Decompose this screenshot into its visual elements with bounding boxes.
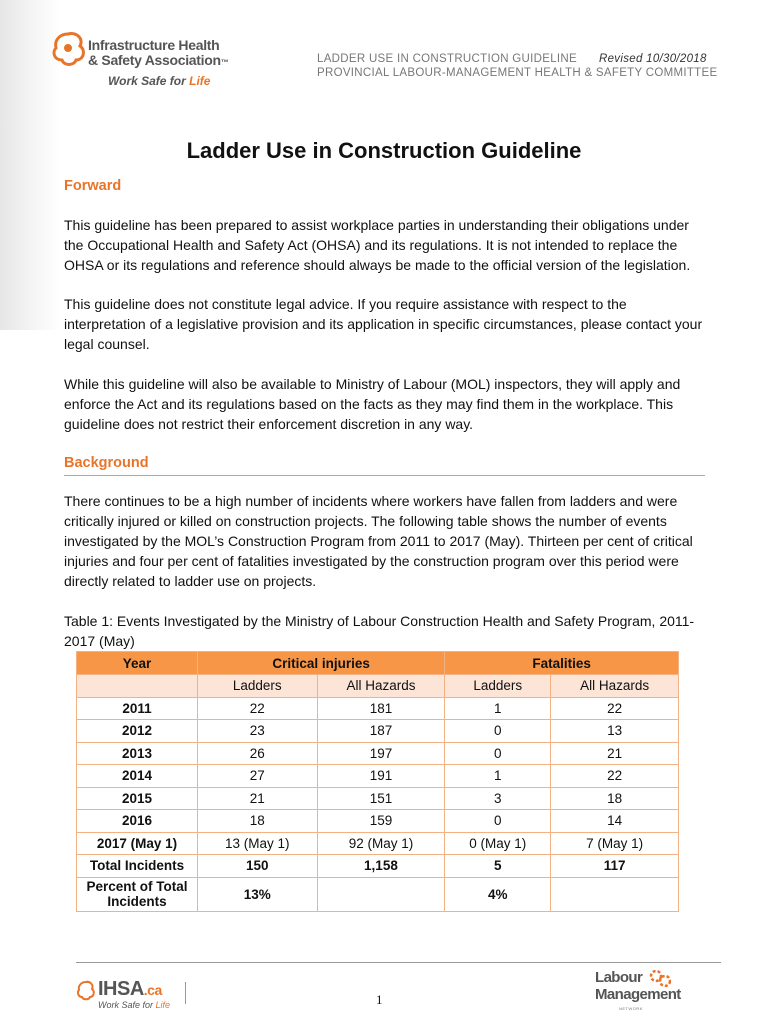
- cell-ci-all: 159: [317, 810, 445, 833]
- cell-ci-all: 92 (May 1): [317, 832, 445, 855]
- cell-ci-all: 197: [317, 742, 445, 765]
- cell-ci-ladders: 26: [198, 742, 318, 765]
- table-subheader-row: [77, 675, 679, 698]
- table-row: [77, 832, 679, 855]
- cell-f-all: 18: [551, 787, 679, 810]
- subheader-ci-all: All Hazards: [317, 675, 445, 698]
- tagline: Work Safe for Life: [108, 74, 211, 88]
- section-divider: [64, 475, 705, 476]
- forward-paragraph-2: This guideline does not constitute legal advice. If you require assistance with respect to the interpretation of a legislative provision and its application in specific circumstances, please contact your legal counsel.: [64, 296, 703, 352]
- subheader-ci-ladders: Ladders: [198, 675, 318, 698]
- page-number: 1: [376, 992, 383, 1007]
- forward-heading: Forward: [64, 178, 122, 194]
- footer-separator: [185, 982, 186, 1004]
- subheader-f-ladders: Ladders: [445, 675, 551, 698]
- table-percent-row: [77, 877, 679, 911]
- cell-percent-f: 4%: [445, 877, 551, 911]
- cell-f-ladders: 0: [445, 742, 551, 765]
- cell-f-ladders: 0: [445, 720, 551, 743]
- cell-ci-ladders: 22: [198, 697, 318, 720]
- cell-total-label: Total Incidents: [77, 855, 198, 878]
- header-year: Year: [77, 652, 198, 675]
- doc-name: LADDER USE IN CONSTRUCTION GUIDELINE: [317, 53, 577, 65]
- lm-line2: Management: [595, 986, 681, 1003]
- table-row: [77, 765, 679, 788]
- cell-f-ladders: 0: [445, 810, 551, 833]
- lm-line1: Labour: [595, 969, 643, 986]
- cell-total-ci-all: 1,158: [317, 855, 445, 878]
- cell-percent-blank: [317, 877, 445, 911]
- cell-year: 2015: [77, 787, 198, 810]
- subheader-blank: [77, 675, 198, 698]
- running-header: [317, 52, 717, 80]
- page-title: Ladder Use in Construction Guideline: [186, 138, 582, 163]
- ihsa-logo-icon: [50, 30, 86, 70]
- ihsa-header-logo: [50, 30, 240, 92]
- cell-ci-ladders: 21: [198, 787, 318, 810]
- cell-percent-blank: [551, 877, 679, 911]
- cell-year: 2017 (May 1): [77, 832, 198, 855]
- ihsa-logo-icon: [76, 980, 96, 1002]
- cell-f-ladders: 3: [445, 787, 551, 810]
- cell-year: 2014: [77, 765, 198, 788]
- cell-year: 2016: [77, 810, 198, 833]
- events-table: [76, 651, 679, 912]
- cell-f-ladders: 1: [445, 697, 551, 720]
- labour-management-logo-icon: [595, 970, 680, 1014]
- table-total-row: [77, 855, 679, 878]
- table-caption: Table 1: Events Investigated by the Ministry of Labour Construction Health and Safety Program, 2011-2017 (May): [64, 613, 695, 649]
- cell-f-ladders: 0 (May 1): [445, 832, 551, 855]
- cell-ci-ladders: 13 (May 1): [198, 832, 318, 855]
- table-header-row: [77, 652, 679, 675]
- subheader-f-all: All Hazards: [551, 675, 679, 698]
- cell-ci-ladders: 18: [198, 810, 318, 833]
- background-heading: Background: [64, 455, 149, 471]
- cell-year: 2013: [77, 742, 198, 765]
- table-row: [77, 810, 679, 833]
- cell-total-ci-ladders: 150: [198, 855, 318, 878]
- cell-ci-all: 187: [317, 720, 445, 743]
- cell-total-f-all: 117: [551, 855, 679, 878]
- table-row: [77, 720, 679, 743]
- background-paragraph: There continues to be a high number of incidents where workers have fallen from ladders and were critically injured or killed on construction projects. The following table shows the number of events investigated by the MOL’s Construction Program from 2011 to 2017 (May). Thirteen per cent of critical injuries and four per cent of fatalities investigated by the construction program over this period were directly related to ladder use on projects.: [64, 493, 693, 589]
- cell-f-all: 21: [551, 742, 679, 765]
- cell-f-all: 7 (May 1): [551, 832, 679, 855]
- header-fatalities: Fatalities: [445, 652, 679, 675]
- cell-ci-all: 181: [317, 697, 445, 720]
- cell-percent-label: Percent of Total Incidents: [77, 877, 198, 911]
- cell-f-all: 14: [551, 810, 679, 833]
- cell-f-all: 22: [551, 697, 679, 720]
- cell-total-f-ladders: 5: [445, 855, 551, 878]
- cell-ci-all: 191: [317, 765, 445, 788]
- header-critical-injuries: Critical injuries: [198, 652, 445, 675]
- committee-name: PROVINCIAL LABOUR-MANAGEMENT HEALTH & SAFETY COMMITTEE: [317, 67, 718, 79]
- revised-date: Revised 10/30/2018: [599, 53, 707, 65]
- cell-ci-all: 151: [317, 787, 445, 810]
- cell-f-ladders: 1: [445, 765, 551, 788]
- forward-paragraph-1: This guideline has been prepared to assist workplace parties in understanding their obligations under the Occupational Health and Safety Act (OHSA) and its regulations. It is not intended to replace the OHSA or its regulations and reference should always be made to the official version of the legislation.: [64, 217, 691, 273]
- cell-ci-ladders: 27: [198, 765, 318, 788]
- table-row: [77, 742, 679, 765]
- table-row: [77, 697, 679, 720]
- cell-year: 2011: [77, 697, 198, 720]
- org-name: Infrastructure Health & Safety Association™: [88, 37, 229, 68]
- forward-paragraph-3: While this guideline will also be available to Ministry of Labour (MOL) inspectors, they will apply and enforce the Act and its regulations based on the facts as they may find them in the workplace. This guideline does not restrict their enforcement discretion in any way.: [64, 376, 681, 432]
- cell-year: 2012: [77, 720, 198, 743]
- cell-f-all: 22: [551, 765, 679, 788]
- footer-divider: [76, 962, 721, 963]
- table-row: [77, 787, 679, 810]
- cell-f-all: 13: [551, 720, 679, 743]
- cell-percent-ci: 13%: [198, 877, 318, 911]
- cell-ci-ladders: 23: [198, 720, 318, 743]
- lm-network: NETWORK: [619, 1006, 643, 1011]
